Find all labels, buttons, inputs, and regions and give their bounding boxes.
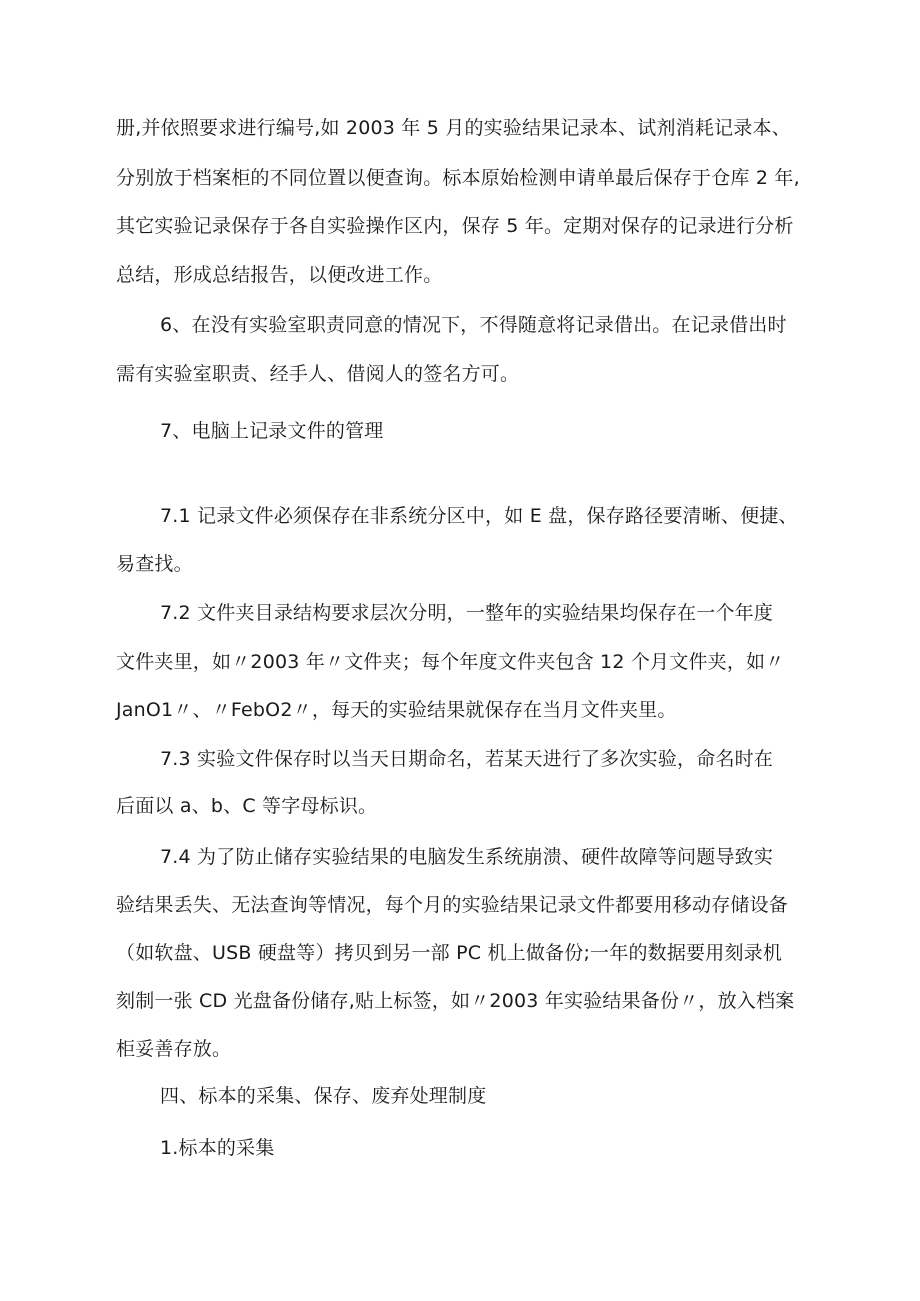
item-7-2-line-3: JanO1〃、〃FebO2〃，每天的实验结果就保存在当月文件夹里。 xyxy=(116,699,677,721)
section-7-heading: 7、电脑上记录文件的管理 xyxy=(160,420,384,442)
section-4-heading: 四、标本的采集、保存、废弃处理制度 xyxy=(160,1085,487,1107)
paragraph-6-line-1: 6、在没有实验室职责同意的情况下，不得随意将记录借出。在记录借出时 xyxy=(160,314,787,336)
item-7-4-line-4: 刻制一张 CD 光盘备份储存,贴上标签，如〃2003 年实验结果备份〃，放入档案 xyxy=(116,990,795,1012)
item-7-4-line-1: 7.4 为了防止储存实验结果的电脑发生系统崩溃、硬件故障等问题导致实 xyxy=(160,846,774,868)
paragraph-1-line-3: 其它实验记录保存于各自实验操作区内，保存 5 年。定期对保存的记录进行分析 xyxy=(116,215,794,237)
item-7-4-line-2: 验结果丢失、无法查询等情况，每个月的实验结果记录文件都要用移动存储设备 xyxy=(116,894,789,916)
item-7-2-line-1: 7.2 文件夹目录结构要求层次分明，一整年的实验结果均保存在一个年度 xyxy=(160,602,774,624)
subsection-1-heading: 1.标本的采集 xyxy=(160,1137,275,1159)
item-7-3-line-1: 7.3 实验文件保存时以当天日期命名，若某天进行了多次实验，命名时在 xyxy=(160,748,774,770)
item-7-3-line-2: 后面以 a、b、C 等字母标识。 xyxy=(116,795,378,817)
paragraph-1-line-2: 分别放于档案柜的不同位置以便查询。标本原始检测申请单最后保存于仓库 2 年, xyxy=(116,167,800,189)
paragraph-6-line-2: 需有实验室职责、经手人、借阅人的签名方可。 xyxy=(116,363,520,385)
item-7-2-line-2: 文件夹里，如〃2003 年〃文件夹；每个年度文件夹包含 12 个月文件夹，如〃 xyxy=(116,651,785,673)
item-7-1-line-2: 易查找。 xyxy=(116,553,193,575)
item-7-4-line-5: 柜妥善存放。 xyxy=(116,1038,232,1060)
paragraph-1-line-1: 册,并依照要求进行编号,如 2003 年 5 月的实验结果记录本、试剂消耗记录本、 xyxy=(116,117,791,139)
paragraph-1-line-4: 总结，形成总结报告，以便改进工作。 xyxy=(116,264,443,286)
item-7-4-line-3: （如软盘、USB 硬盘等）拷贝到另一部 PC 机上做备份;一年的数据要用刻录机 xyxy=(116,942,783,964)
item-7-1-line-1: 7.1 记录文件必须保存在非系统分区中，如 E 盘，保存路径要清晰、便捷、 xyxy=(160,505,798,527)
